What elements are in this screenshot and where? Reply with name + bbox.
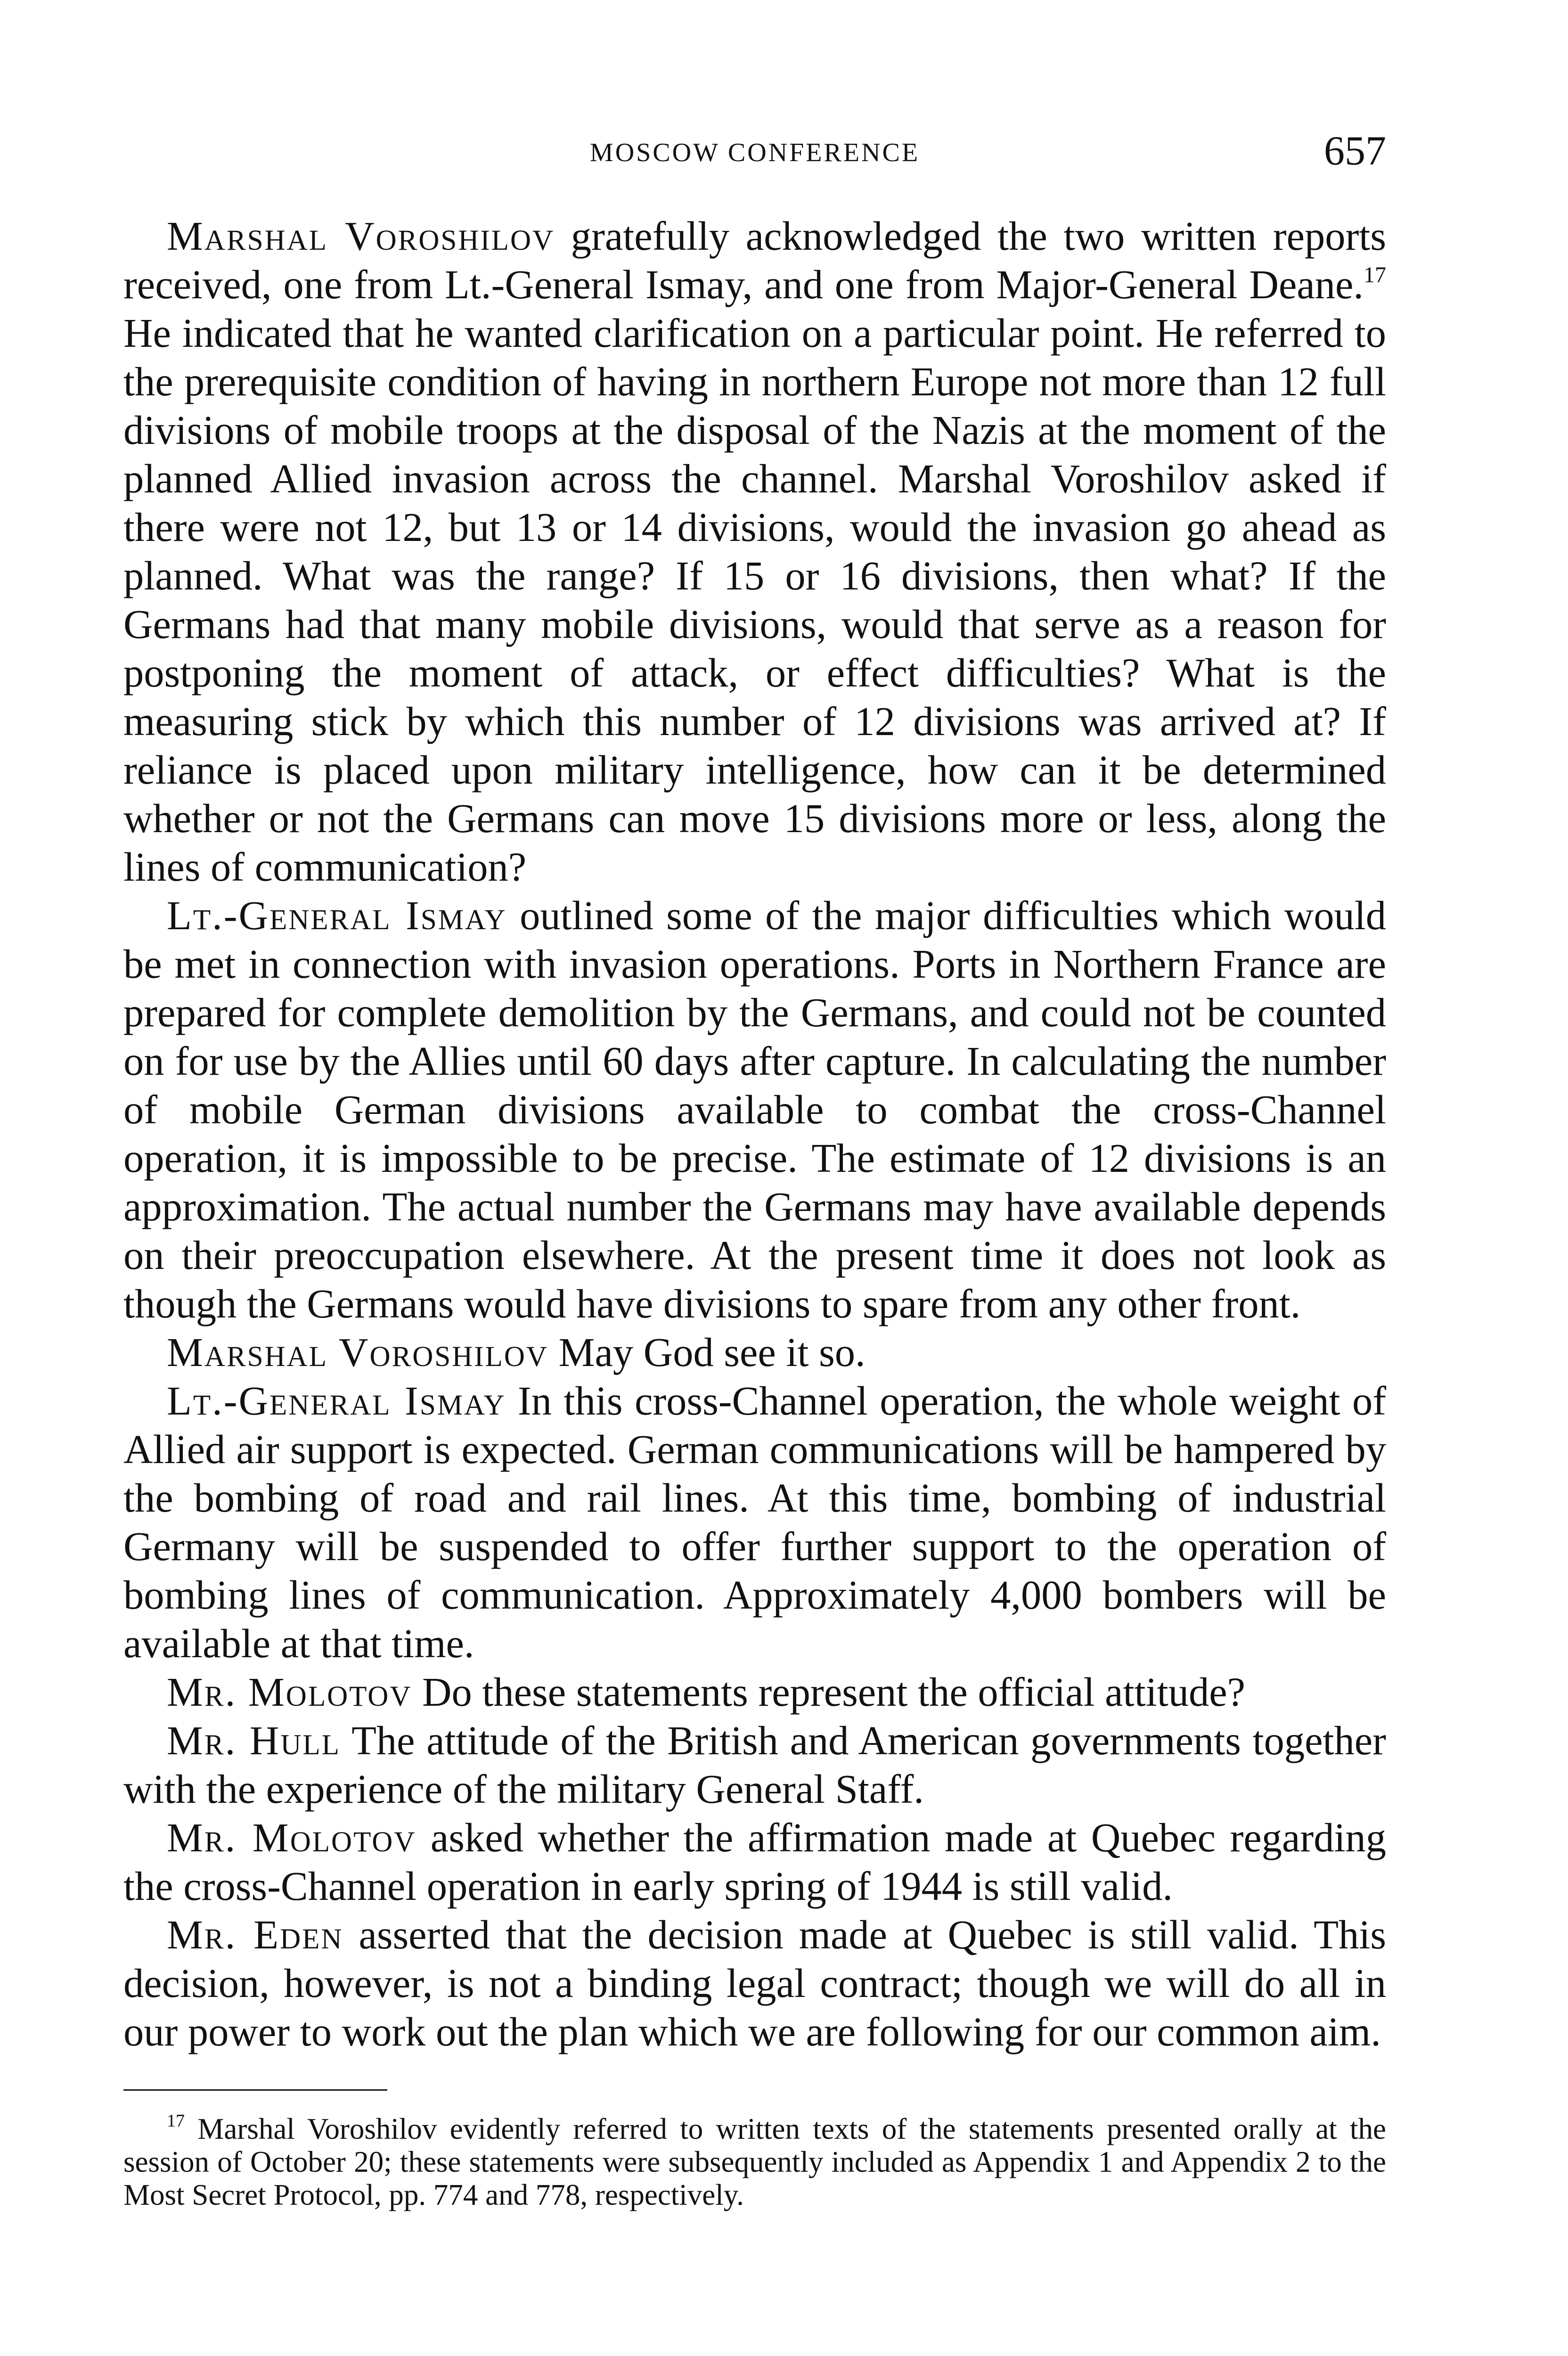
- footnote-text: Marshal Voroshilov evidently referred to written texts of the statements presented orally at the session of October 20; these statements were subsequently included as Appendix 1 and Appendix 2 to the Most Secret Protocol, pp. 774 and 778, respectively.: [123, 2112, 1386, 2211]
- speaker-name: Mr. Eden: [167, 1912, 343, 1957]
- paragraph: [123, 1911, 1386, 2056]
- paragraph-text: gratefully acknowledged the two written reports received, one from Lt.-General Ismay, and one from Major-General Deane.: [123, 213, 1386, 307]
- running-title: MOSCOW CONFERENCE: [589, 138, 920, 167]
- paragraph: [123, 1814, 1386, 1911]
- paragraph-text: asked whether the affirmation made at Quebec regarding the cross-Channel operation in early spring of 1944 is still valid.: [123, 1815, 1386, 1909]
- body-text: [123, 212, 1386, 2056]
- paragraph-text: asserted that the decision made at Quebec is still valid. This decision, however, is not a binding legal contract; though we will do all in our power to work out the plan which we are following for our common aim.: [123, 1912, 1386, 2054]
- speaker-name: Marshal Voroshilov: [167, 213, 555, 259]
- paragraph-text: outlined some of the major difficulties which would be met in connection with invasion operations. Ports in Northern France are prepared for complete demolition by the Germans, and could not be counted on for use by the Allies until 60 days after capture. In calculating the number of mobile German divisions available to combat the cross-Channel operation, it is impossible to be precise. The estimate of 12 divisions is an approximation. The actual number the Germans may have available depends on their preoccupation elsewhere. At the present time it does not look as though the Germans would have divisions to spare from any other front.: [123, 893, 1387, 1326]
- speaker-name: Mr. Molotov: [167, 1815, 416, 1860]
- speaker-name: Marshal Voroshilov: [167, 1330, 548, 1375]
- running-head: [123, 127, 1386, 179]
- paragraph-text: He indicated that he wanted clarification on a particular point. He referred to the prerequisite condition of having in northern Europe not more than 12 full divisions of mobile troops at the disposal of the Nazis at the moment of the planned Allied invasion across the channel. Marshal Voroshilov asked if there were not 12, but 13 or 14 divisions, would the invasion go ahead as planned. What was the range? If 15 or 16 divisions, then what? If the Germans had that many mobile divisions, would that serve as a reason for postponing the moment of attack, or effect difficulties? What is the measuring stick by which this number of 12 divisions was arrived at? If reliance is placed upon military intelligence, how can it be determined whether or not the Germans can move 15 divisions more or less, along the lines of communication?: [123, 311, 1386, 890]
- paragraph: [123, 1717, 1386, 1814]
- paragraph: [123, 1668, 1386, 1717]
- document-page: [123, 127, 1386, 2211]
- paragraph-text: The attitude of the British and American governments together with the experience of the military General Staff.: [123, 1718, 1386, 1812]
- page-number: 657: [1324, 128, 1386, 174]
- paragraph-text: May God see it so.: [548, 1330, 866, 1375]
- paragraph-text: In this cross-Channel operation, the whole weight of Allied air support is expected. German communications will be hampered by the bombing of road and rail lines. At this time, bombing of industrial Germany will be suspended to offer further support to the operation of bombing lines of communication. Approximately 4,000 bombers will be available at that time.: [123, 1378, 1387, 1666]
- speaker-name: Mr. Hull: [167, 1718, 341, 1763]
- footnote-number: 17: [167, 2111, 185, 2131]
- speaker-name: Lt.-General Ismay: [167, 1378, 506, 1423]
- paragraph-text: Do these statements represent the official attitude?: [412, 1669, 1245, 1715]
- paragraph: [123, 892, 1386, 1328]
- paragraph: [123, 1328, 1386, 1377]
- footnote-divider: [123, 2089, 387, 2091]
- speaker-name: Mr. Molotov: [167, 1669, 412, 1715]
- speaker-name: Lt.-General Ismay: [167, 893, 507, 938]
- paragraph: [123, 1377, 1386, 1668]
- paragraph: [123, 212, 1386, 892]
- footnote-reference: 17: [1364, 262, 1386, 287]
- footnote: [123, 2112, 1386, 2211]
